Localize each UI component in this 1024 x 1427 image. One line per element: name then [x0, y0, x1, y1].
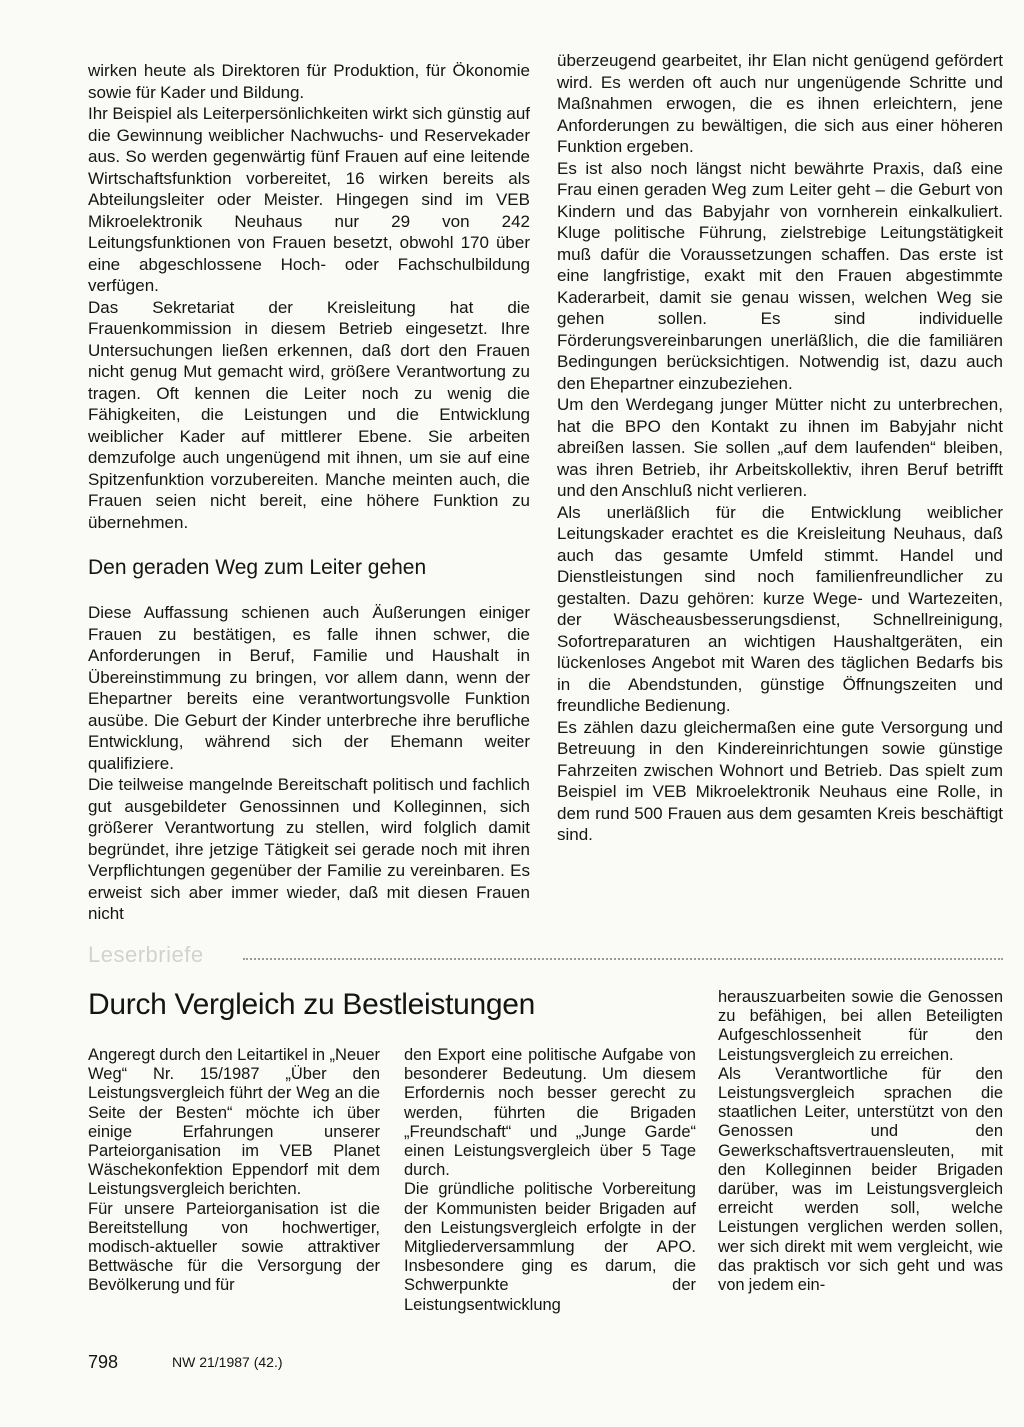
issue-reference: NW 21/1987 (42.) — [172, 1354, 283, 1370]
article-column-1 — [88, 60, 530, 925]
paragraph: Um den Werdegang junger Mütter nicht zu unterbrechen, hat die BPO den Kontakt zu ihnen im Babyjahr nicht abreißen lassen. Sie sollen „auf dem laufenden“ bleiben, was ihren Betrieb, ihr Arbeitskollektiv, ihren Beruf betrifft und den Anschluß nicht verlieren. — [557, 395, 1003, 500]
paragraph: Die gründliche politische Vorbereitung der Kommunisten beider Brigaden auf den Leistungsvergleich erfolgte in der Mitgliederversammlung der APO. Insbesondere ging es darum, die Schwerpunkte der Leistungsentwicklung — [404, 1180, 696, 1314]
article-headline: Durch Vergleich zu Bestleistungen — [88, 988, 536, 1021]
dotted-rule — [243, 958, 1003, 960]
article-column-2 — [557, 50, 1003, 846]
section-label: Leserbriefe — [88, 942, 204, 967]
paragraph: Für unsere Parteiorganisation ist die Bereitstellung von hochwertiger, modisch-aktueller sowie attraktiver Bettwäsche für die Versorgung der Bevölkerung und für — [88, 1199, 380, 1295]
paragraph: Angeregt durch den Leitartikel in „Neuer Weg“ Nr. 15/1987 „Über den Leistungsvergleich führt der Weg an die Seite der Besten“ möchte ich über einige Erfahrungen unserer Parteiorganisation im VEB Planet Wäschekonfektion Eppendorf mit dem Leistungsvergleich berichten. — [88, 1046, 380, 1199]
subheading: Den geraden Weg zum Leiter gehen — [88, 556, 427, 579]
paragraph: Als Verantwortliche für den Leistungsvergleich sprachen die staatlichen Leiter, unterstützt von den Genossen und den Gewerkschaftsvertrauensleuten, mit den Kolleginnen beider Brigaden darüber, was im Leistungsvergleich erreicht werden soll, welche Leistungen verglichen werden sollen, wer sich direkt mit wem vergleicht, wie das praktisch vor sich geht und was von jedem ein- — [718, 1064, 1003, 1295]
letter-column-2 — [404, 1046, 696, 1315]
paragraph: Die teilweise mangelnde Bereitschaft politisch und fachlich gut ausgebildeter Genossinnen und Kolleginnen, sich größerer Verantwortung zu stellen, wird folglich damit begründet, ihre jetzige Tätigkeit sei gerade noch mit ihren Verpflichtungen gegenüber der Familie zu vereinbaren. Es erweist sich aber immer wieder, daß mit diesen Frauen nicht — [88, 775, 530, 923]
paragraph: Als unerläßlich für die Entwicklung weiblicher Leitungskader erachtet es die Kreisleitung Neuhaus, daß auch das gesamte Umfeld stimmt. Handel und Dienstleistungen sind noch familienfreundlicher zu gestalten. Dazu gehören: kurze Wege- und Wartezeiten, der Wäscheausbesserungsdienst, Schnellreinigung, Sofortreparaturen an wichtigen Haushaltgeräten, ein lückenloses Angebot mit Waren des täglichen Bedarfs bis in die Abendstunden, günstige Öffnungszeiten und freundliche Bedienung. — [557, 502, 1003, 715]
paragraph: Das Sekretariat der Kreisleitung hat die Frauenkommission in diesem Betrieb eingesetzt. Ihre Untersuchungen ließen erkennen, daß dort den Frauen nicht genug Mut gemacht wird, größere Verantwortung zu tragen. Oft kennen die Leiter noch zu wenig die Fähigkeiten, die Leistungen und die Entwicklung weiblicher Kader auf mittlerer Ebene. Sie arbeiten demzufolge auch ungenügend mit ihnen, um sie auf eine Spitzenfunktion vorzubereiten. Manche meinten auch, die Frauen seien nicht bereit, eine höhere Funktion zu übernehmen. — [88, 297, 530, 532]
paragraph: Ihr Beispiel als Leiterpersönlichkeiten wirkt sich günstig auf die Gewinnung weiblicher Nachwuchs- und Reservekader aus. So werden gegenwärtig fünf Frauen auf eine leitende Wirtschaftsfunktion vorbereitet, 16 wirken bereits als Abteilungsleiter oder Meister. Hingegen sind im VEB Mikroelektronik Neuhaus nur 29 von 242 Leitungsfunktionen von Frauen besetzt, obwohl 170 über eine abgeschlossene Hoch- oder Fachschulbildung verfügen. — [88, 104, 530, 295]
paragraph: wirken heute als Direktoren für Produktion, für Ökonomie sowie für Kader und Bildung. — [88, 61, 530, 102]
paragraph: überzeugend gearbeitet, ihr Elan nicht genügend gefördert wird. Es werden oft auch nur ungenügende Schritte und Maßnahmen erwogen, die es ihnen erleichtern, jene Anforderungen zu bewältigen, die sich aus einer höheren Funktion ergeben. — [557, 51, 1003, 156]
paragraph: Diese Auffassung schienen auch Äußerungen einiger Frauen zu bestätigen, es falle ihnen schwer, die Anforderungen in Beruf, Familie und Haushalt in Übereinstimmung zu bringen, vor allem dann, wenn der Ehepartner bereits eine verantwortungsvolle Funktion ausübe. Die Geburt der Kinder unterbreche ihre berufliche Entwicklung, während sich der Ehemann weiter qualifiziere. — [88, 603, 530, 773]
section-divider — [88, 942, 1003, 970]
paragraph: herauszuarbeiten sowie die Genossen zu befähigen, bei allen Beteiligten Aufgeschlossenheit für den Leistungsvergleich zu erreichen. — [718, 988, 1003, 1064]
page-number: 798 — [88, 1352, 119, 1372]
paragraph: Es zählen dazu gleichermaßen eine gute Versorgung und Betreuung in den Kindereinrichtungen sowie günstige Fahrzeiten zwischen Wohnort und Betrieb. Das spielt zum Beispiel im VEB Mikroelektronik Neuhaus eine Rolle, in dem rund 500 Frauen aus dem gesamten Kreis beschäftigt sind. — [557, 717, 1003, 844]
letter-column-3 — [718, 988, 1003, 1295]
letter-column-1 — [88, 1046, 380, 1296]
paragraph: den Export eine politische Aufgabe von besonderer Bedeutung. Um diesem Erfordernis noch besser gerecht zu werden, führten die Brigaden „Freundschaft“ und „Junge Garde“ einen Leistungsvergleich über 5 Tage durch. — [404, 1046, 696, 1180]
paragraph: Es ist also noch längst nicht bewährte Praxis, daß eine Frau einen geraden Weg zum Leiter geht – die Geburt von Kindern und das Babyjahr von vornherein einkalkuliert. Kluge politische Führung, zielstrebige Leitungstätigkeit muß dafür die Voraussetzungen schaffen. Das erste ist eine langfristige, exakt mit den Frauen abgestimmte Kaderarbeit, damit sie genau wissen, welchen Weg sie gehen sollen. Es sind individuelle Förderungsvereinbarungen unerläßlich, die die familiären Bedingungen berücksichtigen. Notwendig ist, dazu auch den Ehepartner einzubeziehen. — [557, 158, 1003, 393]
